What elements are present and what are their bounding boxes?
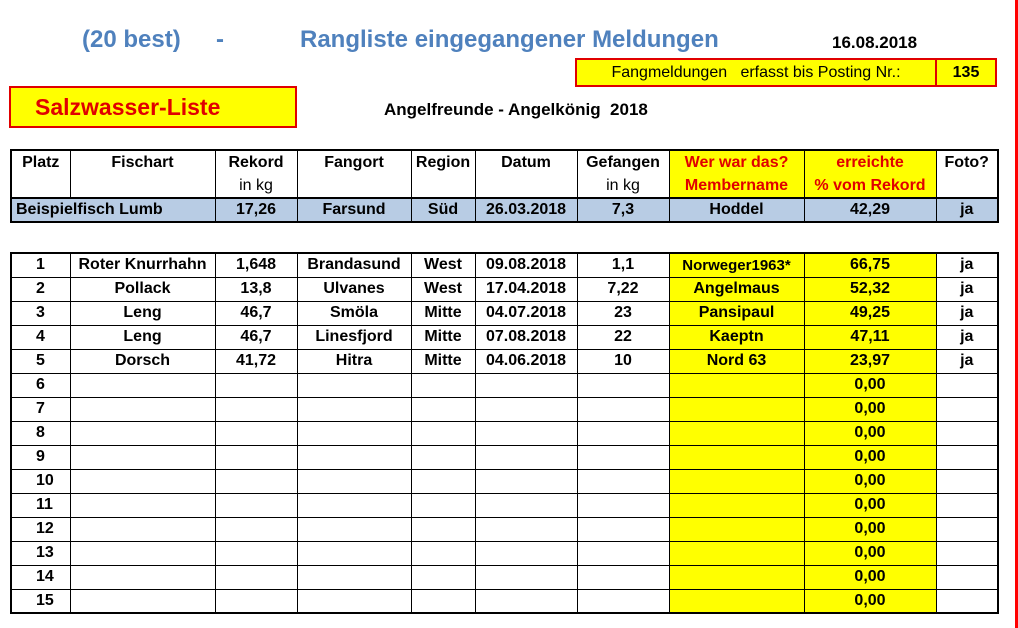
cell-region — [411, 373, 475, 397]
cell-prozent: 0,00 — [804, 493, 936, 517]
cell-fischart: Roter Knurrhahn — [70, 253, 215, 277]
cell-gefangen — [577, 565, 669, 589]
table-row — [11, 349, 998, 373]
cell-fangort — [297, 517, 411, 541]
cell-fangort — [297, 397, 411, 421]
cell-datum — [475, 373, 577, 397]
cell-gefangen — [577, 589, 669, 613]
posting-label-box — [575, 58, 937, 87]
cell-fischart — [70, 517, 215, 541]
cell-rekord: 46,7 — [215, 301, 297, 325]
cell-region: West — [411, 253, 475, 277]
cell-rekord — [215, 445, 297, 469]
cell-fischart — [70, 469, 215, 493]
cell-member: Nord 63 — [669, 349, 804, 373]
subtitle: Angelfreunde - Angelkönig 2018 — [384, 100, 648, 119]
cell-gefangen: 1,1 — [577, 253, 669, 277]
table-row — [11, 493, 998, 517]
cell-datum — [475, 445, 577, 469]
col-fangort: Fangort — [297, 150, 411, 174]
example-rekord: 17,26 — [215, 198, 297, 222]
cell-region — [411, 445, 475, 469]
cell-foto — [936, 565, 998, 589]
page-title: Rangliste eingegangener Meldungen — [300, 26, 719, 53]
col-rekord: Rekord — [215, 150, 297, 174]
cell-platz: 13 — [11, 541, 70, 565]
cell-foto — [936, 445, 998, 469]
cell-member — [669, 517, 804, 541]
table-row — [11, 373, 998, 397]
cell-member — [669, 493, 804, 517]
cell-fischart — [70, 421, 215, 445]
cell-rekord — [215, 493, 297, 517]
example-foto: ja — [936, 198, 998, 222]
cell-fischart — [70, 397, 215, 421]
table-row — [11, 565, 998, 589]
cell-member — [669, 565, 804, 589]
cell-datum — [475, 541, 577, 565]
cell-prozent: 0,00 — [804, 541, 936, 565]
cell-foto — [936, 421, 998, 445]
cell-gefangen: 10 — [577, 349, 669, 373]
cell-rekord: 41,72 — [215, 349, 297, 373]
cell-datum — [475, 397, 577, 421]
cell-foto — [936, 397, 998, 421]
cell-platz: 7 — [11, 397, 70, 421]
cell-rekord — [215, 469, 297, 493]
cell-gefangen: 7,22 — [577, 277, 669, 301]
cell-fangort — [297, 589, 411, 613]
cell-foto — [936, 589, 998, 613]
cell-datum — [475, 493, 577, 517]
table-row — [11, 589, 998, 613]
cell-rekord — [215, 517, 297, 541]
cell-fischart: Leng — [70, 301, 215, 325]
table-row — [11, 253, 998, 277]
col-platz: Platz — [11, 150, 70, 174]
cell-fangort: Brandasund — [297, 253, 411, 277]
example-region: Süd — [411, 198, 475, 222]
cell-rekord — [215, 565, 297, 589]
cell-region — [411, 493, 475, 517]
cell-datum — [475, 421, 577, 445]
cell-datum: 07.08.2018 — [475, 325, 577, 349]
cell-member — [669, 589, 804, 613]
cell-platz: 14 — [11, 565, 70, 589]
cell-prozent: 0,00 — [804, 565, 936, 589]
col-prozent: % vom Rekord — [804, 174, 936, 198]
cell-region — [411, 517, 475, 541]
example-datum: 26.03.2018 — [475, 198, 577, 222]
cell-region: Mitte — [411, 301, 475, 325]
cell-fangort: Smöla — [297, 301, 411, 325]
cell-fangort — [297, 469, 411, 493]
cell-member: Angelmaus — [669, 277, 804, 301]
cell-fischart: Leng — [70, 325, 215, 349]
table-row — [11, 421, 998, 445]
cell-datum: 04.06.2018 — [475, 349, 577, 373]
table-row — [11, 541, 998, 565]
cell-region — [411, 589, 475, 613]
cell-region — [411, 469, 475, 493]
cell-region: Mitte — [411, 349, 475, 373]
cell-foto — [936, 517, 998, 541]
list-name-box — [9, 86, 297, 128]
cell-fangort — [297, 493, 411, 517]
title-dash: - — [216, 26, 224, 53]
cell-member: Kaeptn — [669, 325, 804, 349]
cell-member: Pansipaul — [669, 301, 804, 325]
table-row — [11, 469, 998, 493]
cell-prozent: 0,00 — [804, 445, 936, 469]
posting-label: Fangmeldungen erfasst bis Posting Nr.: — [611, 63, 901, 81]
table-row — [11, 325, 998, 349]
list-name: Salzwasser-Liste — [35, 93, 221, 120]
cell-gefangen — [577, 421, 669, 445]
cell-prozent: 0,00 — [804, 469, 936, 493]
cell-foto: ja — [936, 253, 998, 277]
cell-rekord — [215, 589, 297, 613]
cell-prozent: 66,75 — [804, 253, 936, 277]
cell-platz: 8 — [11, 421, 70, 445]
cell-fangort: Linesfjord — [297, 325, 411, 349]
cell-fischart — [70, 493, 215, 517]
cell-fischart: Pollack — [70, 277, 215, 301]
cell-datum — [475, 565, 577, 589]
cell-gefangen — [577, 397, 669, 421]
best-label: (20 best) — [82, 26, 181, 53]
cell-gefangen — [577, 517, 669, 541]
cell-fangort — [297, 373, 411, 397]
cell-foto: ja — [936, 277, 998, 301]
table-row — [11, 397, 998, 421]
example-row — [11, 198, 998, 222]
cell-platz: 12 — [11, 517, 70, 541]
cell-prozent: 23,97 — [804, 349, 936, 373]
col-gefangen-unit: in kg — [577, 174, 669, 198]
col-erreichte: erreichte — [804, 150, 936, 174]
cell-foto: ja — [936, 301, 998, 325]
cell-region: West — [411, 277, 475, 301]
cell-member — [669, 397, 804, 421]
cell-datum: 17.04.2018 — [475, 277, 577, 301]
cell-platz: 9 — [11, 445, 70, 469]
cell-prozent: 0,00 — [804, 517, 936, 541]
cell-prozent: 0,00 — [804, 373, 936, 397]
cell-region: Mitte — [411, 325, 475, 349]
example-fangort: Farsund — [297, 198, 411, 222]
table-row — [11, 517, 998, 541]
cell-foto — [936, 541, 998, 565]
cell-foto — [936, 469, 998, 493]
cell-prozent: 0,00 — [804, 589, 936, 613]
cell-rekord — [215, 373, 297, 397]
cell-gefangen — [577, 469, 669, 493]
cell-region — [411, 421, 475, 445]
cell-prozent: 52,32 — [804, 277, 936, 301]
cell-gefangen — [577, 445, 669, 469]
cell-datum — [475, 589, 577, 613]
cell-platz: 3 — [11, 301, 70, 325]
cell-fischart — [70, 541, 215, 565]
cell-fischart — [70, 589, 215, 613]
example-member: Hoddel — [669, 198, 804, 222]
table-row — [11, 445, 998, 469]
cell-gefangen — [577, 541, 669, 565]
col-fischart: Fischart — [70, 150, 215, 174]
cell-member — [669, 469, 804, 493]
example-gefangen: 7,3 — [577, 198, 669, 222]
cell-region — [411, 565, 475, 589]
ranking-table — [10, 252, 999, 614]
cell-member — [669, 541, 804, 565]
example-prozent: 42,29 — [804, 198, 936, 222]
cell-fangort: Ulvanes — [297, 277, 411, 301]
cell-member — [669, 445, 804, 469]
col-wer: Wer war das? — [669, 150, 804, 174]
col-region: Region — [411, 150, 475, 174]
cell-prozent: 0,00 — [804, 397, 936, 421]
col-rekord-unit: in kg — [215, 174, 297, 198]
cell-platz: 10 — [11, 469, 70, 493]
cell-platz: 11 — [11, 493, 70, 517]
cell-member — [669, 421, 804, 445]
cell-gefangen: 23 — [577, 301, 669, 325]
table-row — [11, 277, 998, 301]
cell-platz: 2 — [11, 277, 70, 301]
cell-platz: 5 — [11, 349, 70, 373]
cell-gefangen — [577, 373, 669, 397]
cell-fangort — [297, 421, 411, 445]
col-datum: Datum — [475, 150, 577, 174]
cell-fangort: Hitra — [297, 349, 411, 373]
cell-fangort — [297, 445, 411, 469]
report-date: 16.08.2018 — [832, 33, 918, 52]
cell-datum: 04.07.2018 — [475, 301, 577, 325]
col-gefangen: Gefangen — [577, 150, 669, 174]
cell-region — [411, 397, 475, 421]
header-table — [10, 149, 999, 223]
cell-fischart — [70, 565, 215, 589]
col-foto: Foto? — [936, 150, 998, 174]
cell-foto — [936, 493, 998, 517]
cell-member: Norweger1963* — [669, 253, 804, 277]
cell-rekord — [215, 421, 297, 445]
cell-prozent: 49,25 — [804, 301, 936, 325]
col-membername: Membername — [669, 174, 804, 198]
cell-datum — [475, 517, 577, 541]
posting-number-box — [935, 58, 997, 87]
example-fischart: Beispielfisch Lumb — [11, 198, 215, 222]
cell-gefangen — [577, 493, 669, 517]
table-row — [11, 301, 998, 325]
cell-foto — [936, 373, 998, 397]
cell-member — [669, 373, 804, 397]
posting-number: 135 — [952, 63, 980, 81]
cell-rekord: 46,7 — [215, 325, 297, 349]
cell-rekord — [215, 397, 297, 421]
cell-fangort — [297, 541, 411, 565]
cell-datum — [475, 469, 577, 493]
cell-foto: ja — [936, 325, 998, 349]
cell-prozent: 47,11 — [804, 325, 936, 349]
cell-fischart: Dorsch — [70, 349, 215, 373]
cell-platz: 15 — [11, 589, 70, 613]
cell-platz: 1 — [11, 253, 70, 277]
cell-rekord — [215, 541, 297, 565]
cell-prozent: 0,00 — [804, 421, 936, 445]
cell-platz: 6 — [11, 373, 70, 397]
cell-region — [411, 541, 475, 565]
cell-fischart — [70, 373, 215, 397]
cell-datum: 09.08.2018 — [475, 253, 577, 277]
cell-rekord: 1,648 — [215, 253, 297, 277]
cell-fangort — [297, 565, 411, 589]
cell-gefangen: 22 — [577, 325, 669, 349]
cell-platz: 4 — [11, 325, 70, 349]
cell-foto: ja — [936, 349, 998, 373]
cell-rekord: 13,8 — [215, 277, 297, 301]
cell-fischart — [70, 445, 215, 469]
